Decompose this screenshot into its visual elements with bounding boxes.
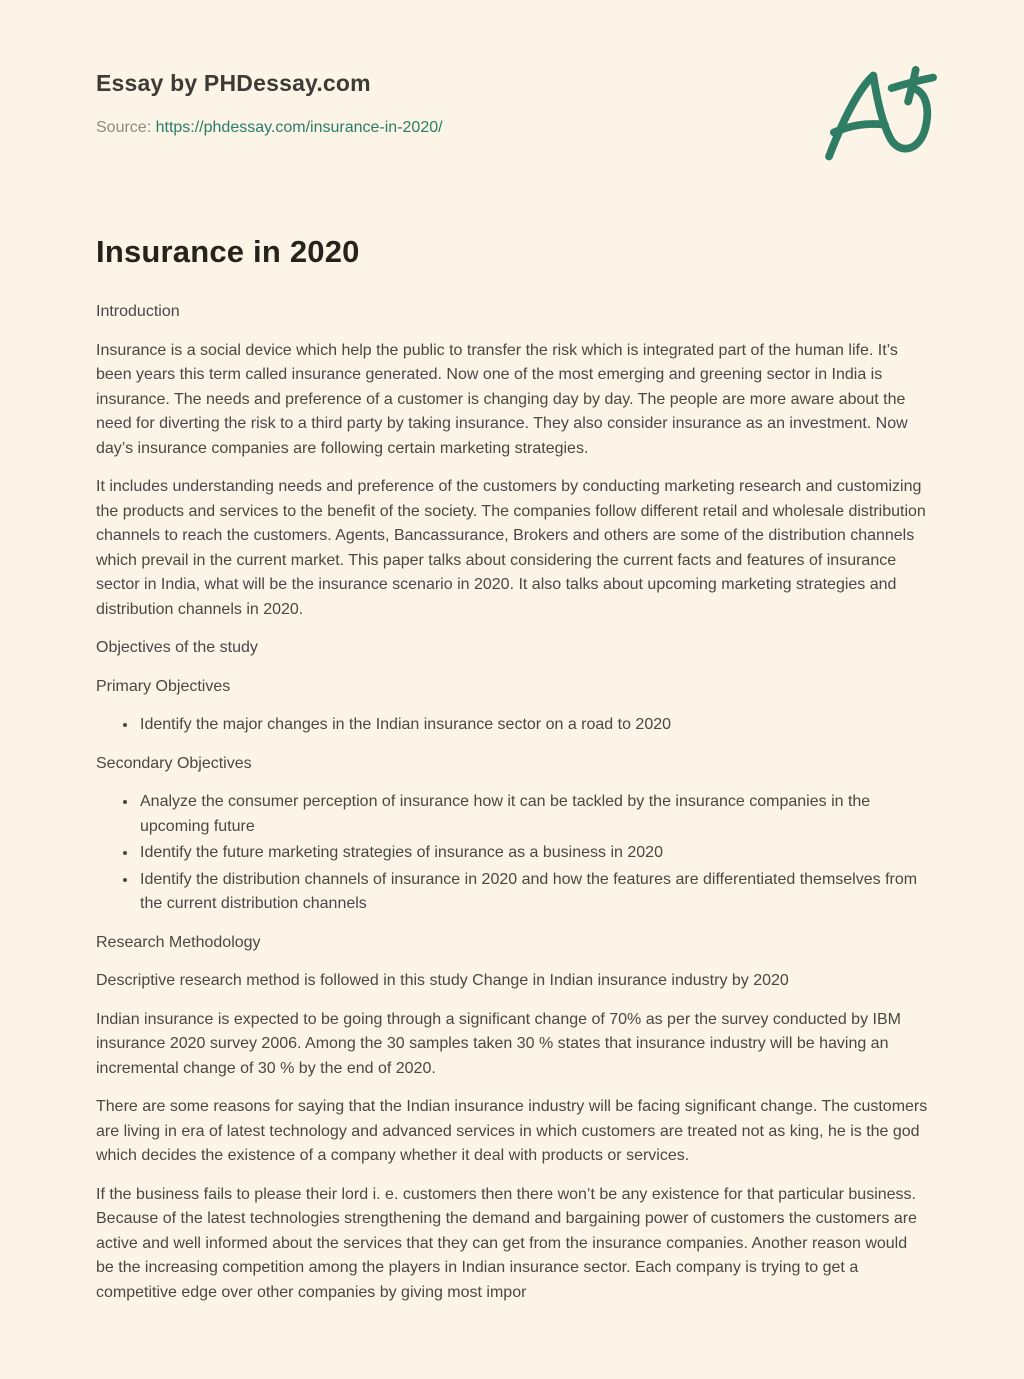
page-header — [96, 70, 928, 170]
paragraph: Descriptive research method is followed in this study Change in Indian insurance industry by 2020 — [96, 972, 789, 989]
bullet-item: • Identify the future marketing strategies of insurance as a business in 2020 — [138, 841, 928, 866]
header-text-block — [96, 70, 443, 137]
bullet-item: • Identify the major changes in the Indian insurance sector on a road to 2020 — [138, 713, 928, 738]
paragraph: If the business fails to please their lord i. e. customers then there won’t be any existence for that particular business. Because of the latest technologies strengthening the demand and bargaining power of customers the customers are active and well informed about the services that they can get from the insurance companies. Another reason would be the increasing competition among the players in Indian insurance sector. Each company is trying to get a competitive edge over other companies by giving most impor — [96, 1185, 917, 1301]
bullet-item: • Analyze the consumer perception of insurance how it can be tackled by the insurance companies in the upcoming future — [138, 790, 928, 839]
source-label: Source: — [96, 119, 152, 136]
paragraph: Indian insurance is expected to be going through a significant change of 70% as per the survey conducted by IBM insurance 2020 survey 2006. Among the 30 samples taken 30 % states that insurance industry will be having an incremental change of 30 % by the end of 2020. — [96, 1010, 901, 1077]
paragraph: It includes understanding needs and preference of the customers by conducting marketing research and customizing the products and services to the benefit of the society. The companies follow different retail and wholesale distribution channels to reach the customers. Agents, Bancassurance, Brokers and others are some of the distribution channels which prevail in the current market. This paper talks about considering the current facts and features of insurance sector in India, what will be the insurance scenario in 2020. It also talks about upcoming marketing strategies and distribution channels in 2020. — [96, 478, 926, 618]
a-plus-logo-icon — [818, 64, 946, 170]
paragraph: Insurance is a social device which help the public to transfer the risk which is integrated part of the human life. It’s been years this term called insurance generated. Now one of the most emerging and greening sector in India is insurance. The needs and preference of a customer is changing day by day. The people are more aware about the need for diverting the risk to a third party by taking insurance. They also consider insurance as an investment. Now day’s insurance companies are following certain marketing strategies. — [96, 341, 908, 457]
bullet-list — [120, 713, 928, 738]
source-line — [96, 119, 443, 137]
bullet-item: • Identify the distribution channels of insurance in 2020 and how the features are differentiated themselves from the current distribution channels — [138, 868, 928, 917]
brand-title: Essay by PHDessay.com — [96, 70, 371, 96]
section-heading: Introduction — [96, 303, 180, 320]
paragraph: There are some reasons for saying that the Indian insurance industry will be facing significant change. The customers are living in era of latest technology and advanced services in which customers are treated not as king, he is the god which decides the existence of a company whether it deal with products or services. — [96, 1098, 928, 1164]
essay-body — [96, 300, 928, 1305]
essay-title: Insurance in 2020 — [96, 234, 360, 269]
bullet-list — [120, 790, 928, 917]
section-heading: Primary Objectives — [96, 677, 231, 695]
section-heading: Secondary Objectives — [96, 754, 252, 772]
source-link[interactable]: https://phdessay.com/insurance-in-2020/ — [155, 119, 443, 136]
section-heading: Objectives of the study — [96, 639, 258, 656]
section-heading: Research Methodology — [96, 933, 261, 951]
